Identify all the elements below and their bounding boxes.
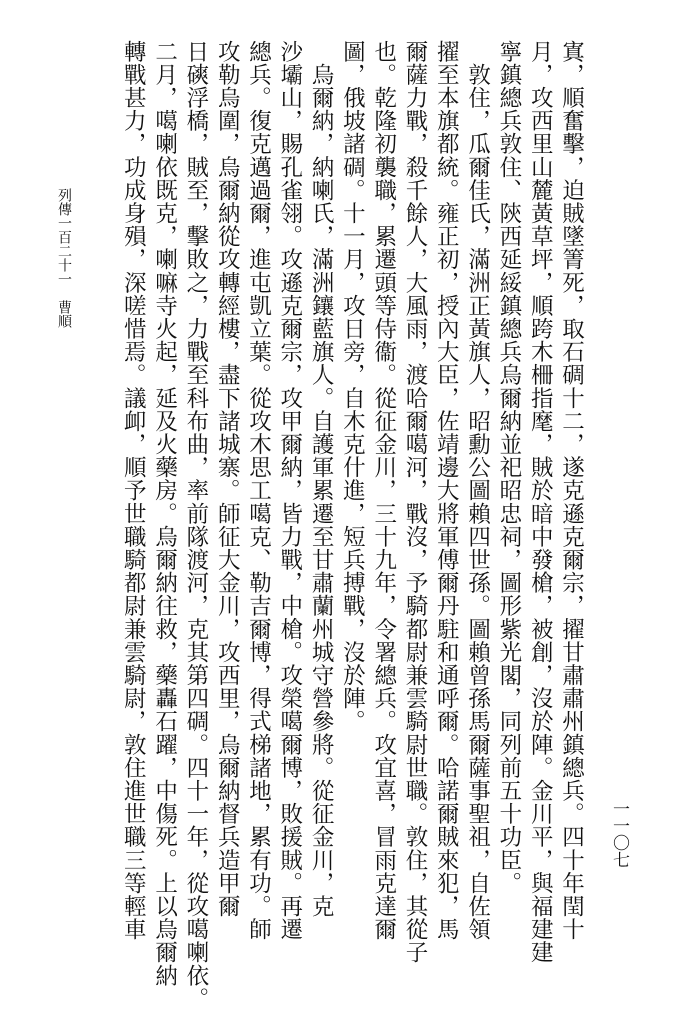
text-column: 也。乾隆初襲職，累遷頭等侍衞。從征金川，三十九年，令署總兵。攻宜喜，冒雨克達爾	[370, 40, 397, 941]
text-column: 擢至本旗都統。雍正初，授內大臣，佐靖邊大將軍傅爾丹駐和通呼爾。哈諾爾賊來犯，馬	[433, 40, 460, 941]
text-column: 二月，噶喇依既克，喇嘛寺火起，延及火藥房。烏爾納往救，藥轟石躍，中傷死。上以烏爾納	[151, 40, 178, 988]
text-column: 圖，俄坡諸碉。十一月，攻日旁，自木克什進，短兵搏戰，沒於陣。	[339, 40, 366, 733]
running-title: 列傳一百二十一 曹順	[56, 188, 72, 328]
text-column: 寧鎮總兵敦住、陝西延綏鎮總兵烏爾納並祀昭忠祠，圖形紫光閣，同列前五十功臣。	[495, 40, 522, 895]
text-column: 月，攻西里山麓黃草坪，順跨木柵指麾，賊於暗中發槍，被創，沒於陣。金川平，與福建建	[527, 40, 554, 964]
text-column: 烏爾納，納喇氏，滿洲鑲藍旗人。自護軍累遷至甘肅蘭州城守營參將。從征金川，克	[308, 40, 335, 918]
text-column: 攻勒烏圍，烏爾納從攻轉經樓，盡下諸城寨。師征大金川，攻西里，烏爾納督兵造甲爾	[214, 40, 241, 918]
text-column: 沙壩山，賜孔雀翎。攻遜克爾宗，攻甲爾納，皆力戰，中槍。攻榮噶爾博，敗援賊。再遷	[276, 40, 303, 941]
text-column: 日磢浮橋，賊至，擊敗之，力戰至科布曲，率前隊渡河，克其第四碉。四十一年，從攻噶喇依。	[182, 40, 209, 1010]
text-column: 爾薩力戰，殺千餘人，大風雨，渡哈爾噶河，戰沒，予騎都尉兼雲騎尉世職。敦住，其從子	[402, 40, 428, 964]
page-number: 一一〇七	[609, 800, 629, 868]
text-column: 轉戰甚力，功成身殞，深嗟惜焉。議卹，順予世職騎都尉兼雲騎尉，敦住進世職三等輕車	[120, 40, 147, 941]
text-column: 敦住，瓜爾佳氏，滿洲正黃旗人，昭勳公圖賴四世孫。圖賴曾孫馬爾薩事聖祖，自佐領	[464, 40, 491, 941]
text-column: 寘，順奮擊，迫賊墜箐死，取石碉十二，遂克遜克爾宗，擢甘肅肅州鎮總兵。四十年閏十	[558, 40, 585, 941]
text-column: 總兵。復克邁過爾，進屯凱立葉。從攻木思工噶克、勒吉爾博，得式梯諸地，累有功。師	[245, 40, 272, 941]
